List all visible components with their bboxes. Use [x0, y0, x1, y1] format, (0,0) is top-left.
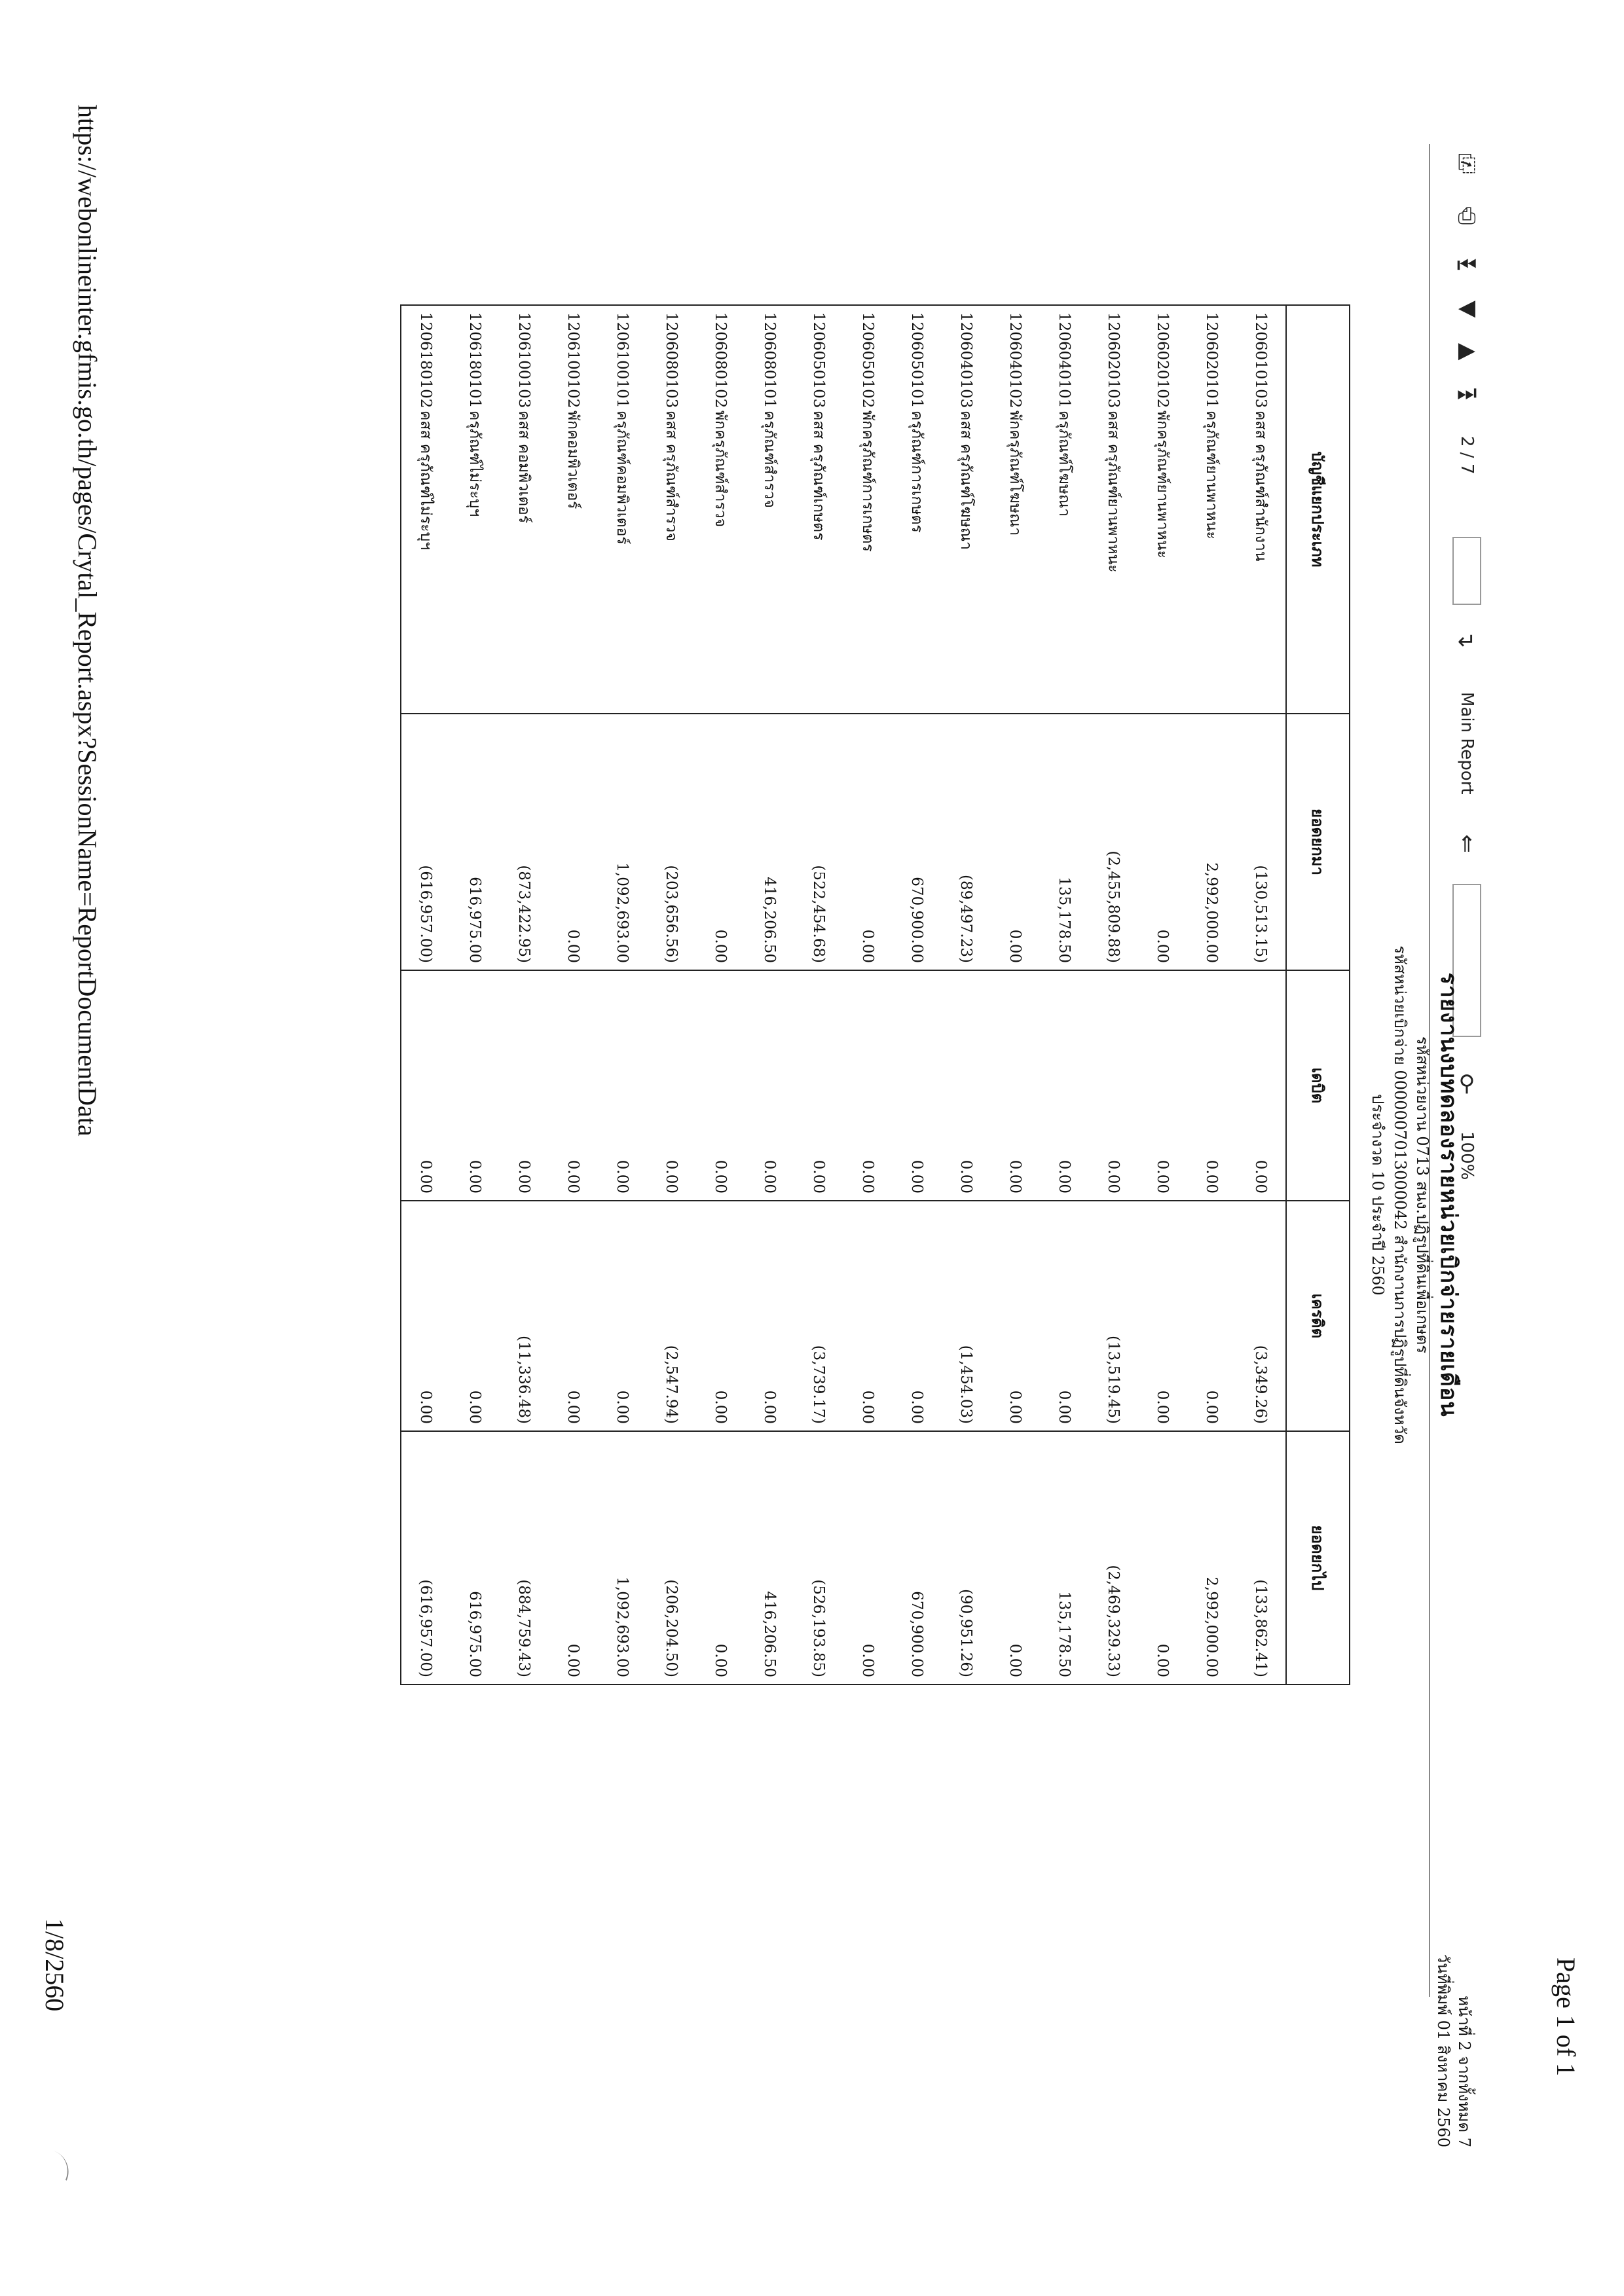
account-cell	[598, 305, 647, 714]
carried-forward-cell: 0.00	[549, 1431, 598, 1685]
account-cell	[745, 305, 794, 714]
account-name: คสส ครุภัณฑ์เกษตร	[810, 410, 828, 541]
table-row	[843, 305, 893, 1685]
carried-forward-cell: 670,900.00	[893, 1431, 942, 1685]
table-row	[991, 305, 1040, 1685]
account-cell	[843, 305, 893, 714]
account-code: 1206020103	[1105, 312, 1122, 409]
account-code: 1206100102	[564, 312, 582, 409]
account-code: 1206180102	[417, 312, 435, 409]
account-name: คสส ครุภัณฑ์สำนักงาน	[1252, 410, 1270, 562]
table-row	[1040, 305, 1089, 1685]
account-code: 1206050101	[908, 312, 926, 409]
table-row	[696, 305, 745, 1685]
account-name: พักครุภัณฑ์ยานพาหนะ	[1154, 410, 1172, 558]
agency-line: รหัสหน่วยงาน 0713 สนง.ปฏิรูปที่ดินเพื่อเกษตร	[1413, 1036, 1431, 1354]
debit-cell: 0.00	[1236, 970, 1286, 1201]
table-row	[794, 305, 843, 1685]
credit-cell: (3,349.26)	[1236, 1201, 1286, 1431]
brought-forward-cell: (203,656.56)	[647, 714, 696, 970]
carried-forward-cell: (616,957.00)	[401, 1431, 451, 1685]
carried-forward-cell: 0.00	[696, 1431, 745, 1685]
debit-cell: 0.00	[1138, 970, 1187, 1201]
carried-forward-cell: 416,206.50	[745, 1431, 794, 1685]
brought-forward-cell: 0.00	[1138, 714, 1187, 970]
account-code: 1206100101	[614, 312, 631, 409]
table-header-row	[1286, 305, 1350, 1685]
account-code: 1206180101	[466, 312, 484, 409]
table-row	[647, 305, 696, 1685]
credit-cell: 0.00	[598, 1201, 647, 1431]
brought-forward-cell: (616,957.00)	[401, 714, 451, 970]
col-credit: เครดิต	[1286, 1201, 1350, 1431]
account-cell	[1040, 305, 1089, 714]
credit-cell: (1,454.03)	[942, 1201, 991, 1431]
up-icon[interactable]: ⇑	[1457, 831, 1477, 858]
col-account: บัญชีแยกประเภท	[1286, 305, 1350, 714]
debit-cell: 0.00	[696, 970, 745, 1201]
col-debit: เดบิต	[1286, 970, 1350, 1201]
brought-forward-cell: 670,900.00	[893, 714, 942, 970]
page-of: Page 1 of 1	[1551, 1958, 1581, 2077]
account-code: 1206080103	[663, 312, 680, 409]
col-brought-forward: ยอดยกมา	[1286, 714, 1350, 970]
account-name: ครุภัณฑ์ยานพาหนะ	[1203, 410, 1221, 539]
account-name: คสส ครุภัณฑ์โฆษณา	[957, 410, 975, 550]
brought-forward-cell: (130,513.15)	[1236, 714, 1286, 970]
credit-cell: 0.00	[451, 1201, 500, 1431]
carried-forward-cell: (526,193.85)	[794, 1431, 843, 1685]
table-row	[1187, 305, 1236, 1685]
table-row	[942, 305, 991, 1685]
debit-cell: 0.00	[745, 970, 794, 1201]
account-name: พักคอมพิวเตอร์	[564, 410, 582, 509]
debit-cell: 0.00	[893, 970, 942, 1201]
brought-forward-cell: 0.00	[549, 714, 598, 970]
account-code: 1206040101	[1056, 312, 1073, 409]
brought-forward-cell: 135,178.50	[1040, 714, 1089, 970]
goto-page-icon[interactable]: ↵	[1457, 629, 1477, 655]
account-code: 1206050102	[859, 312, 877, 409]
period-line: ประจำงวด 10 ประจำปี 2560	[1369, 1094, 1387, 1296]
account-code: 1206100103	[515, 312, 533, 409]
credit-cell: 0.00	[991, 1201, 1040, 1431]
carried-forward-cell: 616,975.00	[451, 1431, 500, 1685]
debit-cell: 0.00	[991, 970, 1040, 1201]
account-name: พักครุภัณฑ์สำรวจ	[712, 410, 729, 528]
debit-cell: 0.00	[1040, 970, 1089, 1201]
account-cell	[942, 305, 991, 714]
disbursing-unit-line: รหัสหน่วยเบิกจ่าย 0000007013000042 สำนักงานการปฏิรูปที่ดินจังหวัด	[1391, 945, 1409, 1444]
page-info	[1435, 1362, 1477, 2147]
carried-forward-cell: (133,862.41)	[1236, 1431, 1286, 1685]
account-name: คสส คอมพิวเตอร์	[515, 410, 533, 524]
credit-cell: 0.00	[893, 1201, 942, 1431]
print-date: วันที่พิมพ์ 01 สิงหาคม 2560	[1434, 1954, 1452, 2147]
carried-forward-cell: 2,992,000.00	[1187, 1431, 1236, 1685]
brought-forward-cell: 616,975.00	[451, 714, 500, 970]
page-indicator: 2 / 7	[1457, 435, 1477, 475]
account-cell	[549, 305, 598, 714]
credit-cell: 0.00	[1040, 1201, 1089, 1431]
brought-forward-cell: 0.00	[843, 714, 893, 970]
debit-cell: 0.00	[549, 970, 598, 1201]
brought-forward-cell: 416,206.50	[745, 714, 794, 970]
account-code: 1206020101	[1203, 312, 1221, 409]
next-page-icon[interactable]: ▶	[1458, 337, 1476, 363]
brought-forward-cell: (873,422.95)	[500, 714, 549, 970]
page-count: หน้าที่ 2 จากทั้งหมด 7	[1455, 1995, 1473, 2147]
credit-cell: (11,336.48)	[500, 1201, 549, 1431]
credit-cell: 0.00	[549, 1201, 598, 1431]
debit-cell: 0.00	[500, 970, 549, 1201]
table-row	[745, 305, 794, 1685]
account-cell	[500, 305, 549, 714]
debit-cell: 0.00	[843, 970, 893, 1201]
carried-forward-cell: 135,178.50	[1040, 1431, 1089, 1685]
carried-forward-cell: 0.00	[991, 1431, 1040, 1685]
debit-cell: 0.00	[451, 970, 500, 1201]
last-page-icon[interactable]: ⏭	[1456, 380, 1477, 406]
debit-cell: 0.00	[401, 970, 451, 1201]
account-name: คสส ครุภัณฑ์ไม่ระบุฯ	[417, 410, 435, 551]
debit-cell: 0.00	[598, 970, 647, 1201]
credit-cell: 0.00	[401, 1201, 451, 1431]
credit-cell: (2,547.94)	[647, 1201, 696, 1431]
credit-cell: 0.00	[745, 1201, 794, 1431]
account-name: พักครุภัณฑ์การเกษตร	[859, 410, 877, 552]
account-cell	[794, 305, 843, 714]
carried-forward-cell: (884,759.43)	[500, 1431, 549, 1685]
account-cell	[1138, 305, 1187, 714]
carried-forward-cell: 0.00	[843, 1431, 893, 1685]
debit-cell: 0.00	[1187, 970, 1236, 1201]
carried-forward-cell: (2,469,329.33)	[1089, 1431, 1138, 1685]
table-row	[500, 305, 549, 1685]
account-code: 1206050103	[810, 312, 828, 409]
account-cell	[696, 305, 745, 714]
debit-cell: 0.00	[647, 970, 696, 1201]
export-icon[interactable]: ⎘	[1458, 151, 1476, 177]
account-cell	[1187, 305, 1236, 714]
table-row	[1089, 305, 1138, 1685]
account-code: 1206080102	[712, 312, 729, 409]
account-name: คสส ครุภัณฑ์สำรวจ	[663, 410, 680, 541]
credit-cell: 0.00	[843, 1201, 893, 1431]
main-report-tab[interactable]: Main Report	[1457, 691, 1477, 795]
carried-forward-cell: (206,204.50)	[647, 1431, 696, 1685]
account-code: 1206040102	[1006, 312, 1024, 409]
brought-forward-cell: (522,454.68)	[794, 714, 843, 970]
trial-balance-table	[400, 304, 1350, 1685]
credit-cell: (13,519.45)	[1089, 1201, 1138, 1431]
account-code: 1206080101	[761, 312, 779, 409]
account-code: 1206010103	[1252, 312, 1270, 409]
account-name: พักครุภัณฑ์โฆษณา	[1006, 410, 1024, 536]
credit-cell: 0.00	[1187, 1201, 1236, 1431]
table-row	[451, 305, 500, 1685]
account-cell	[451, 305, 500, 714]
account-name: ครุภัณฑ์สำรวจ	[761, 410, 779, 509]
footer-date: 1/8/2560	[40, 1918, 69, 2012]
account-cell	[893, 305, 942, 714]
page-url: https://webonlineinter.gfmis.go.th/pages/Crytal_Report.aspx?SessionName=ReportDocumentData	[73, 105, 102, 1137]
account-cell	[991, 305, 1040, 714]
credit-cell: 0.00	[1138, 1201, 1187, 1431]
previous-page-icon[interactable]: ◀	[1458, 295, 1476, 321]
debit-cell: 0.00	[1089, 970, 1138, 1201]
account-cell	[1089, 305, 1138, 714]
account-cell	[401, 305, 451, 714]
first-page-icon[interactable]: ⏮	[1456, 252, 1477, 278]
table-row	[598, 305, 647, 1685]
brought-forward-cell: 2,992,000.00	[1187, 714, 1236, 970]
account-cell	[647, 305, 696, 714]
account-name: ครุภัณฑ์การเกษตร	[908, 410, 926, 533]
account-name: ครุภัณฑ์ไม่ระบุฯ	[466, 410, 484, 517]
col-carried-forward: ยอดยกไป	[1286, 1431, 1350, 1685]
account-cell	[1236, 305, 1286, 714]
table-row	[401, 305, 451, 1685]
account-name: ครุภัณฑ์โฆษณา	[1056, 410, 1073, 517]
zoom-level[interactable]: 100%	[1457, 1131, 1477, 1180]
debit-cell: 0.00	[794, 970, 843, 1201]
table-row	[893, 305, 942, 1685]
table-row	[549, 305, 598, 1685]
print-icon[interactable]: ⎙	[1458, 203, 1476, 229]
account-name: ครุภัณฑ์คอมพิวเตอร์	[614, 410, 631, 545]
brought-forward-cell: (89,497.23)	[942, 714, 991, 970]
find-icon[interactable]: ⚲	[1458, 1070, 1475, 1097]
brought-forward-cell: 1,092,693.00	[598, 714, 647, 970]
brought-forward-cell: 0.00	[696, 714, 745, 970]
carried-forward-cell: 0.00	[1138, 1431, 1187, 1685]
credit-cell: 0.00	[696, 1201, 745, 1431]
account-code: 1206040103	[957, 312, 975, 409]
credit-cell: (3,739.17)	[794, 1201, 843, 1431]
table-row	[1138, 305, 1187, 1685]
account-name: คสส ครุภัณฑ์ยานพาหนะ	[1105, 410, 1122, 573]
table-row	[1236, 305, 1286, 1685]
brought-forward-cell: 0.00	[991, 714, 1040, 970]
carried-forward-cell: 1,092,693.00	[598, 1431, 647, 1685]
brought-forward-cell: (2,455,809.88)	[1089, 714, 1138, 970]
debit-cell: 0.00	[942, 970, 991, 1201]
carried-forward-cell: (90,951.26)	[942, 1431, 991, 1685]
account-code: 1206020102	[1154, 312, 1172, 409]
report-title: รายงานงบทดลองรายหน่วยเบิกจ่ายรายเดือน	[1435, 972, 1462, 1417]
